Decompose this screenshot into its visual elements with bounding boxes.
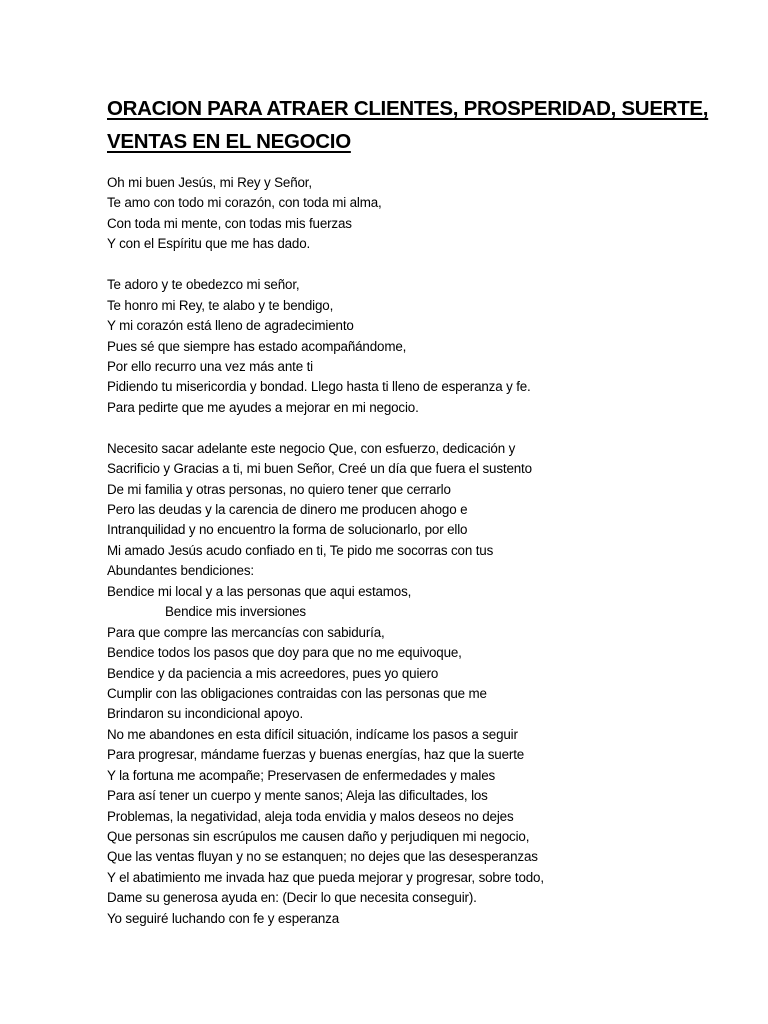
text-line: Con toda mi mente, con todas mis fuerzas (107, 215, 352, 231)
text-line: Problemas, la negatividad, aleja toda envidia y malos deseos no dejes (107, 808, 514, 824)
text-line: Cumplir con las obligaciones contraidas con las personas que me (107, 685, 487, 701)
text-line: Y la fortuna me acompañe; Preservasen de enfermedades y males (107, 767, 496, 783)
text-line: De mi familia y otras personas, no quiero tener que cerrarlo (107, 481, 451, 497)
text-line-indented: Bendice mis inversiones (165, 604, 306, 620)
text-line: Necesito sacar adelante este negocio Que, con esfuerzo, dedicación y (107, 440, 516, 456)
text-line: Te honro mi Rey, te alabo y te bendigo, (107, 297, 334, 313)
title-line: ORACION PARA ATRAER CLIENTES, PROSPERIDAD, SUERTE, (107, 97, 709, 120)
text-line: Yo seguiré luchando con fe y esperanza (107, 910, 340, 926)
text-line: Pero las deudas y la carencia de dinero me producen ahogo e (107, 502, 468, 517)
text-line: Bendice y da paciencia a mis acreedores, pues yo quiero (107, 665, 439, 681)
text-line: Que las ventas fluyan y no se estanquen; no dejes que las desesperanzas (107, 849, 538, 865)
stanza-1 (107, 173, 727, 255)
text-line: Y con el Espíritu que me has dado. (107, 236, 311, 252)
text-line: Para así tener un cuerpo y mente sanos; Aleja las dificultades, los (107, 788, 488, 804)
text-line: No me abandones en esta difícil situación, indícame los pasos a seguir (107, 726, 518, 742)
text-line: Para que compre las mercancías con sabiduría, (107, 624, 385, 640)
text-line: Intranquilidad y no encuentro la forma de solucionarlo, por ello (107, 522, 468, 538)
text-line: Te amo con todo mi corazón, con toda mi alma, (107, 195, 382, 211)
text-line: Sacrificio y Gracias a ti, mi buen Señor, Creé un día que fuera el sustento (107, 461, 532, 477)
text-line: Te adoro y te obedezco mi señor, (107, 277, 300, 293)
stanza-2 (107, 275, 727, 418)
text-line: Por ello recurro una vez más ante ti (107, 358, 313, 374)
text-line: Bendice todos los pasos que doy para que no me equivoque, (107, 645, 462, 661)
text-line: Dame su generosa ayuda en: (Decir lo que necesita conseguir). (107, 890, 477, 906)
text-line: Mi amado Jesús acudo confiado en ti, Te pido me socorras con tus (107, 542, 494, 558)
text-line: Brindaron su incondicional apoyo. (107, 706, 304, 722)
text-line: Para progresar, mándame fuerzas y buenas energías, haz que la suerte (107, 747, 525, 763)
document-title (107, 92, 707, 158)
prayer-body (107, 173, 727, 929)
title-line: VENTAS EN EL NEGOCIO (107, 130, 351, 153)
text-line: Oh mi buen Jesús, mi Rey y Señor, (107, 175, 312, 190)
text-line: Para pedirte que me ayudes a mejorar en mi negocio. (107, 399, 419, 415)
text-line: Pidiendo tu misericordia y bondad. Llego hasta ti lleno de esperanza y fe. (107, 379, 531, 395)
text-line: Y el abatimiento me invada haz que pueda mejorar y progresar, sobre todo, (107, 869, 544, 885)
text-line: Que personas sin escrúpulos me causen daño y perjudiquen mi negocio, (107, 829, 530, 844)
text-line: Abundantes bendiciones: (107, 563, 254, 579)
stanza-3 (107, 439, 727, 930)
text-line: Y mi corazón está lleno de agradecimiento (107, 318, 354, 334)
text-line: Bendice mi local y a las personas que aqui estamos, (107, 583, 412, 599)
text-line: Pues sé que siempre has estado acompañándome, (107, 338, 407, 354)
